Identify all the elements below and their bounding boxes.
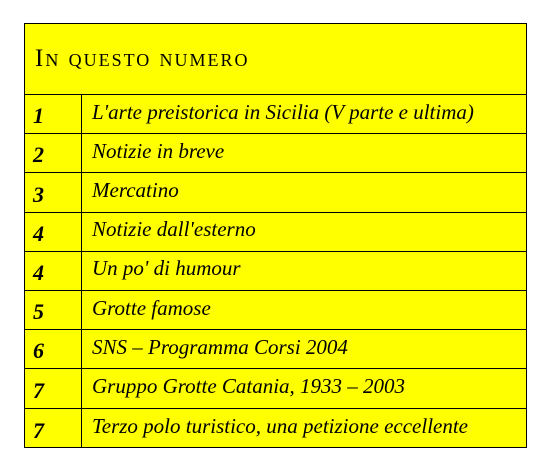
toc-row <box>25 134 526 173</box>
article-title: Gruppo Grotte Catania, 1933 – 2003 <box>92 373 406 398</box>
page-number: 3 <box>25 173 82 211</box>
toc-row <box>25 213 526 252</box>
toc-row <box>25 369 526 408</box>
page-number: 7 <box>25 409 82 448</box>
page-number: 5 <box>25 291 82 329</box>
toc-row <box>25 173 526 212</box>
toc-row <box>25 95 526 134</box>
toc-row <box>25 252 526 291</box>
page-number: 1 <box>25 95 82 133</box>
page-number: 4 <box>25 213 82 251</box>
toc-row <box>25 291 526 330</box>
page-number: 2 <box>25 134 82 172</box>
article-title: Terzo polo turistico, una petizione eccellente <box>92 413 469 438</box>
toc-rows <box>25 95 526 448</box>
toc-row <box>25 409 526 448</box>
page-number: 6 <box>25 330 82 368</box>
article-title: Notizie dall'esterno <box>92 217 256 242</box>
table-of-contents <box>24 23 527 448</box>
toc-row <box>25 330 526 369</box>
toc-heading: In questo numero <box>25 24 526 95</box>
article-title: Un po' di humour <box>92 256 241 281</box>
article-title: Grotte famose <box>92 295 211 320</box>
page-number: 4 <box>25 252 82 290</box>
article-title: Notizie in breve <box>92 138 225 163</box>
article-title: Mercatino <box>92 177 179 202</box>
article-title: SNS – Programma Corsi 2004 <box>92 334 348 359</box>
article-title: L'arte preistorica in Sicilia (V parte e ultima) <box>92 99 474 124</box>
page-number: 7 <box>25 369 82 407</box>
